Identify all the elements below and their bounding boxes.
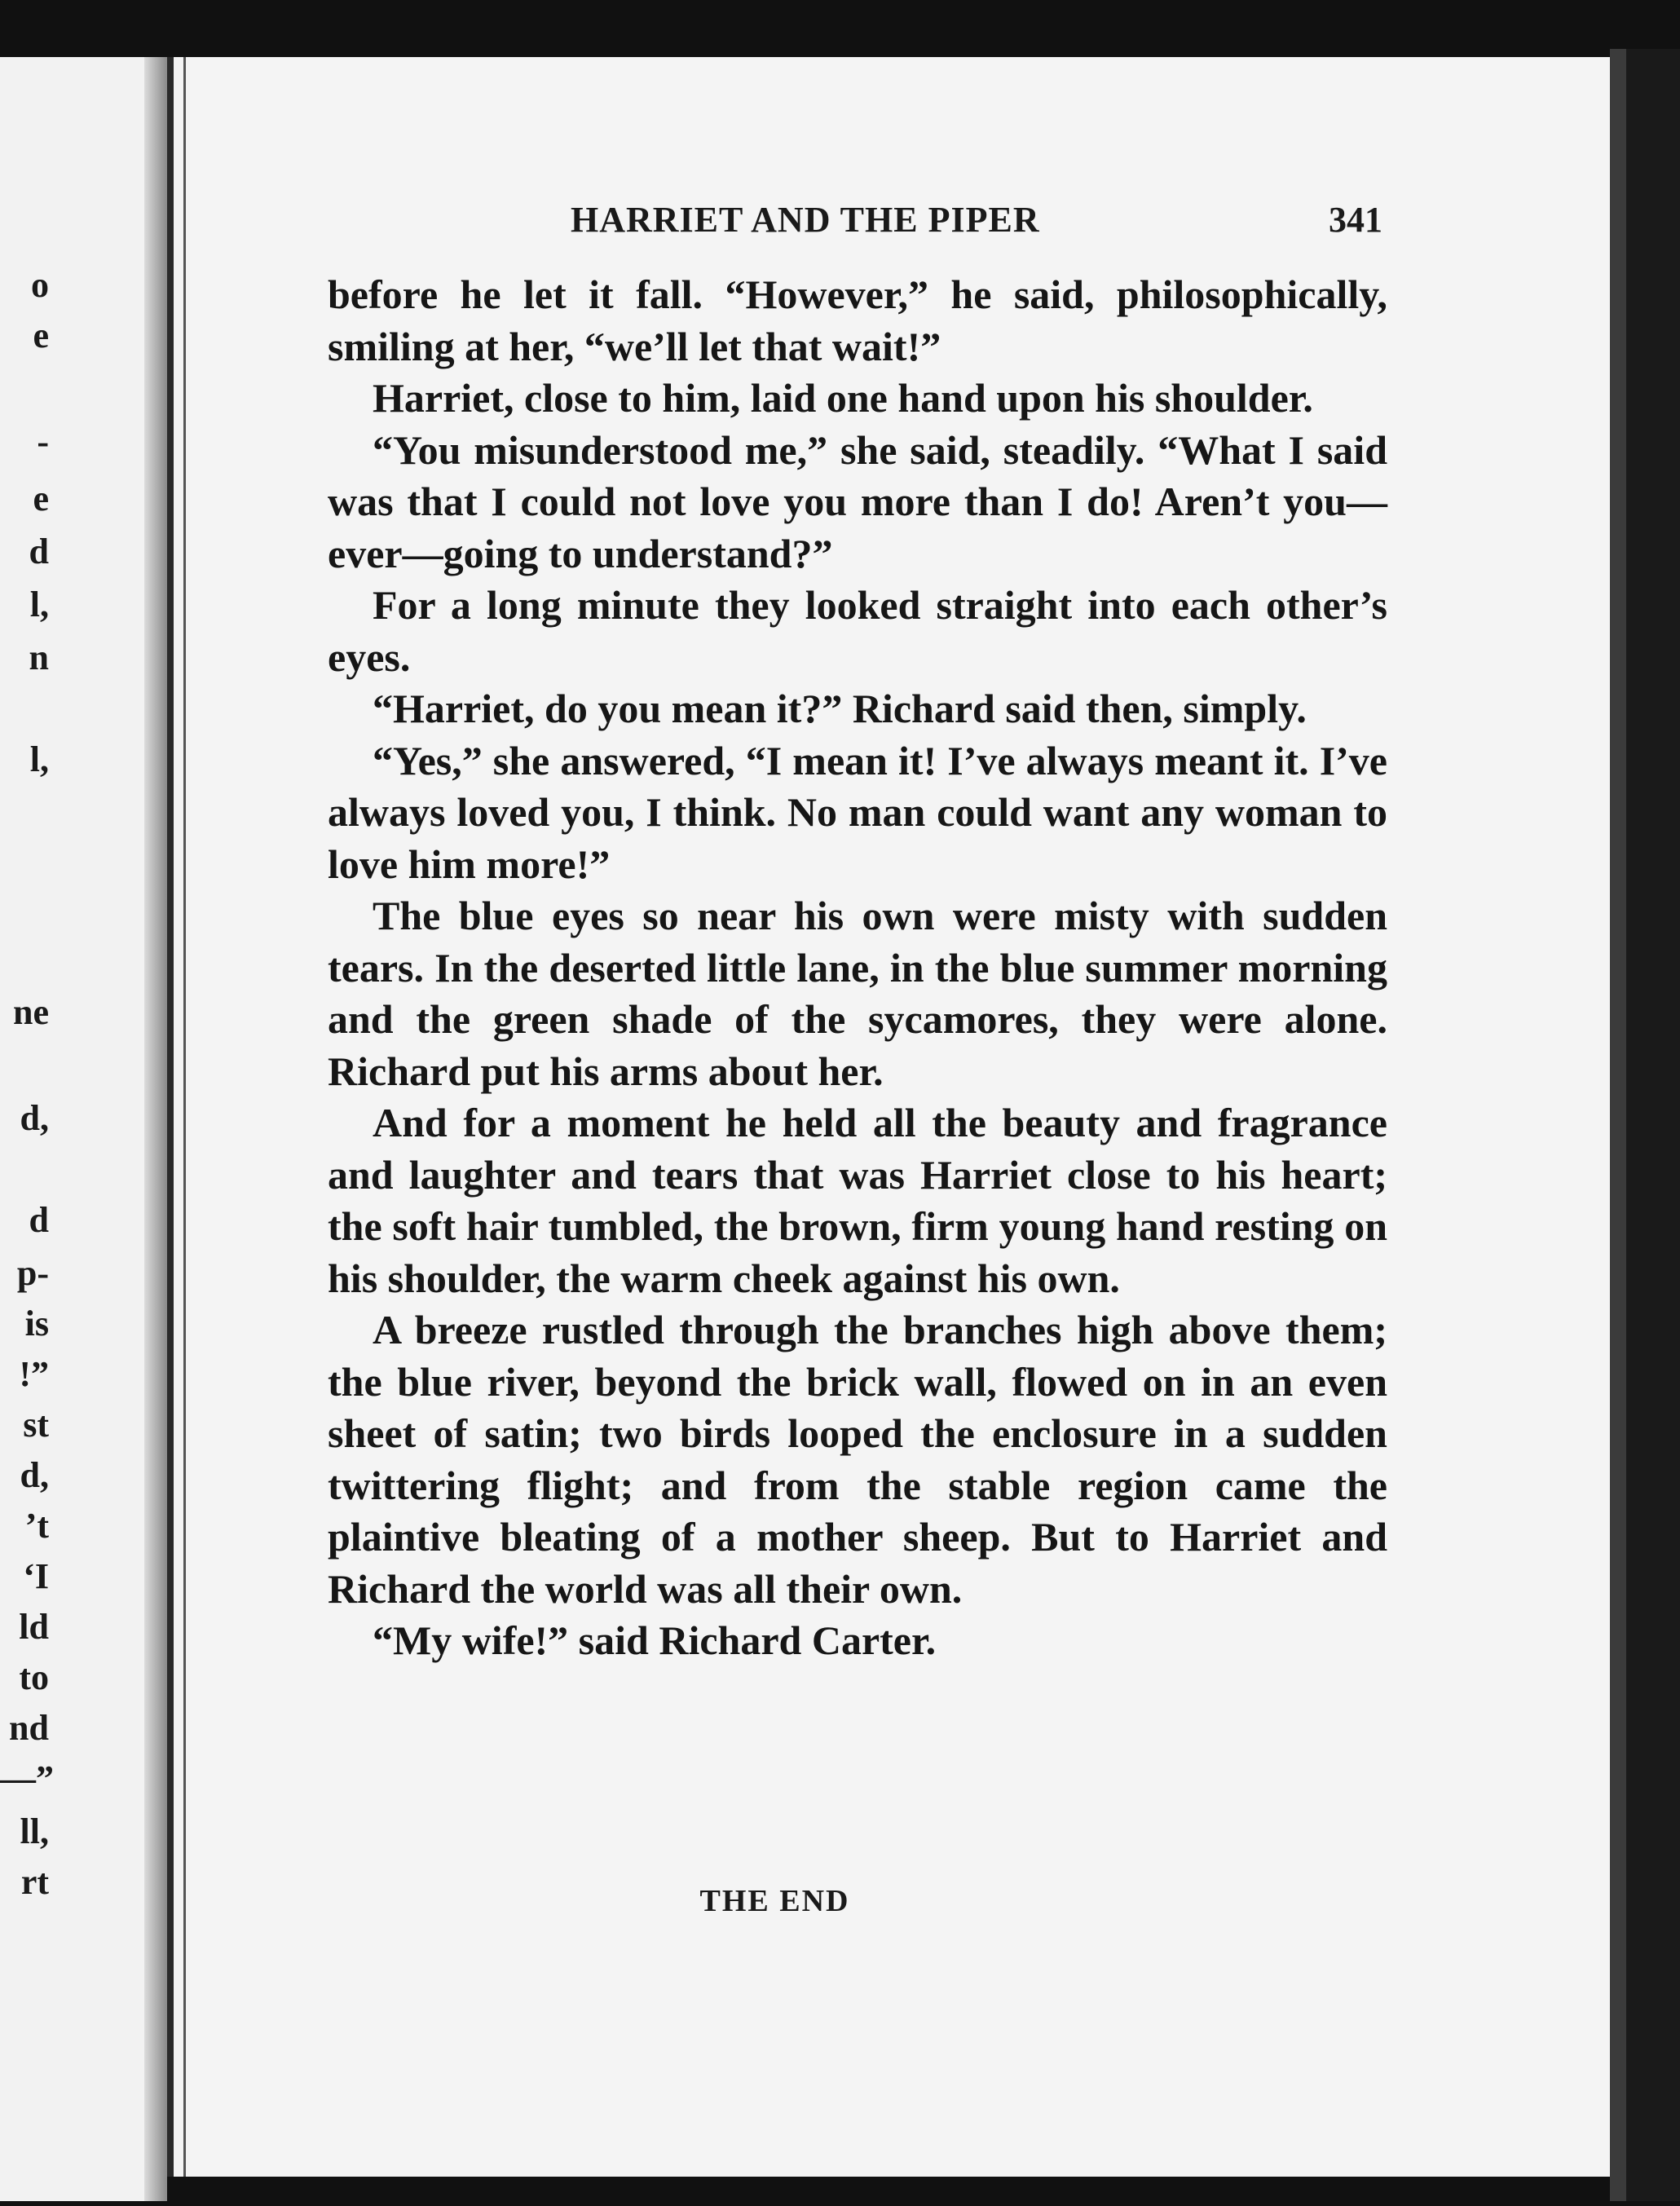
paragraph: Harriet, close to him, laid one hand upon his shoulder. xyxy=(373,375,1313,421)
paragraph: For a long minute they looked straight into each other’s eyes. xyxy=(328,582,1387,680)
paragraph: A breeze rustled through the branches high above them; the blue river, beyond the brick wall, flowed on in an even sheet of satin; two birds looped the enclosure in a sudden twittering flight; and from the stable region came the plaintive bleating of a mother sheep. But to Harriet and Richard the world was all their own. xyxy=(328,1307,1387,1612)
left-fragment: d xyxy=(29,532,49,571)
paragraph: “Yes,” she answered, “I mean it! I’ve always meant it. I’ve always loved you, I think. No man could want any woman to love him more!” xyxy=(328,737,1387,887)
left-gutter-shadow xyxy=(144,57,167,2201)
left-fragment: ld xyxy=(19,1607,49,1647)
page-border-line xyxy=(183,57,186,2177)
left-fragment: ne xyxy=(13,992,49,1032)
left-fragment: n xyxy=(29,638,49,677)
left-fragment: ‘I xyxy=(23,1556,49,1596)
left-fragment: nd xyxy=(9,1708,49,1748)
paragraph: “You misunderstood me,” she said, steadily. “What I said was that I could not love you more than I do! Aren’t you—ever—going to understand?” xyxy=(328,426,1387,576)
left-fragment: d, xyxy=(20,1455,49,1495)
left-fragment: st xyxy=(23,1405,49,1445)
left-fragment: e xyxy=(33,479,49,518)
left-fragment: d xyxy=(29,1200,49,1240)
paragraph: The blue eyes so near his own were misty with sudden tears. In the deserted little lane, in the blue summer morning and the green shade of the sycamores, they were alone. Richard put his arms about her. xyxy=(328,893,1387,1094)
left-fragment: is xyxy=(24,1304,49,1343)
left-fragment: p- xyxy=(16,1253,49,1293)
the-end-text: THE END xyxy=(699,1884,850,1918)
left-fragment: l, xyxy=(29,585,49,624)
page-number: 341 xyxy=(1329,200,1382,240)
left-fragment: rt xyxy=(20,1862,49,1902)
left-fragment: ’t xyxy=(24,1506,49,1546)
paragraph: before he let it fall. “However,” he said, philosophically, smiling at her, “we’ll let that wait!” xyxy=(328,271,1387,369)
left-fragment: ll, xyxy=(20,1811,49,1851)
left-fragment: o xyxy=(31,265,49,305)
left-fragment: !” xyxy=(19,1354,49,1394)
left-fragment: d, xyxy=(20,1098,49,1138)
left-facing-page xyxy=(0,57,167,2201)
left-fragment: to xyxy=(19,1657,49,1697)
running-head: HARRIET AND THE PIPER xyxy=(571,200,1040,240)
paragraph: “My wife!” said Richard Carter. xyxy=(373,1617,937,1663)
left-fragment: l, xyxy=(29,739,49,779)
paragraph: And for a moment he held all the beauty and fragrance and laughter and tears that was Harriet close to his heart; the soft hair tumbled, the brown, firm young hand resting on his shoulder, the warm cheek against his own. xyxy=(328,1100,1387,1301)
the-end-label xyxy=(0,1883,1680,1919)
left-fragment: e xyxy=(33,315,49,355)
right-edge-band xyxy=(1610,49,1626,2201)
paragraph: “Harriet, do you mean it?” Richard said then, simply. xyxy=(373,686,1307,731)
left-fragment: - xyxy=(37,421,49,461)
left-fragment: —” xyxy=(0,1758,54,1798)
right-page-edge xyxy=(1610,49,1680,2201)
body-text xyxy=(328,269,1387,1667)
